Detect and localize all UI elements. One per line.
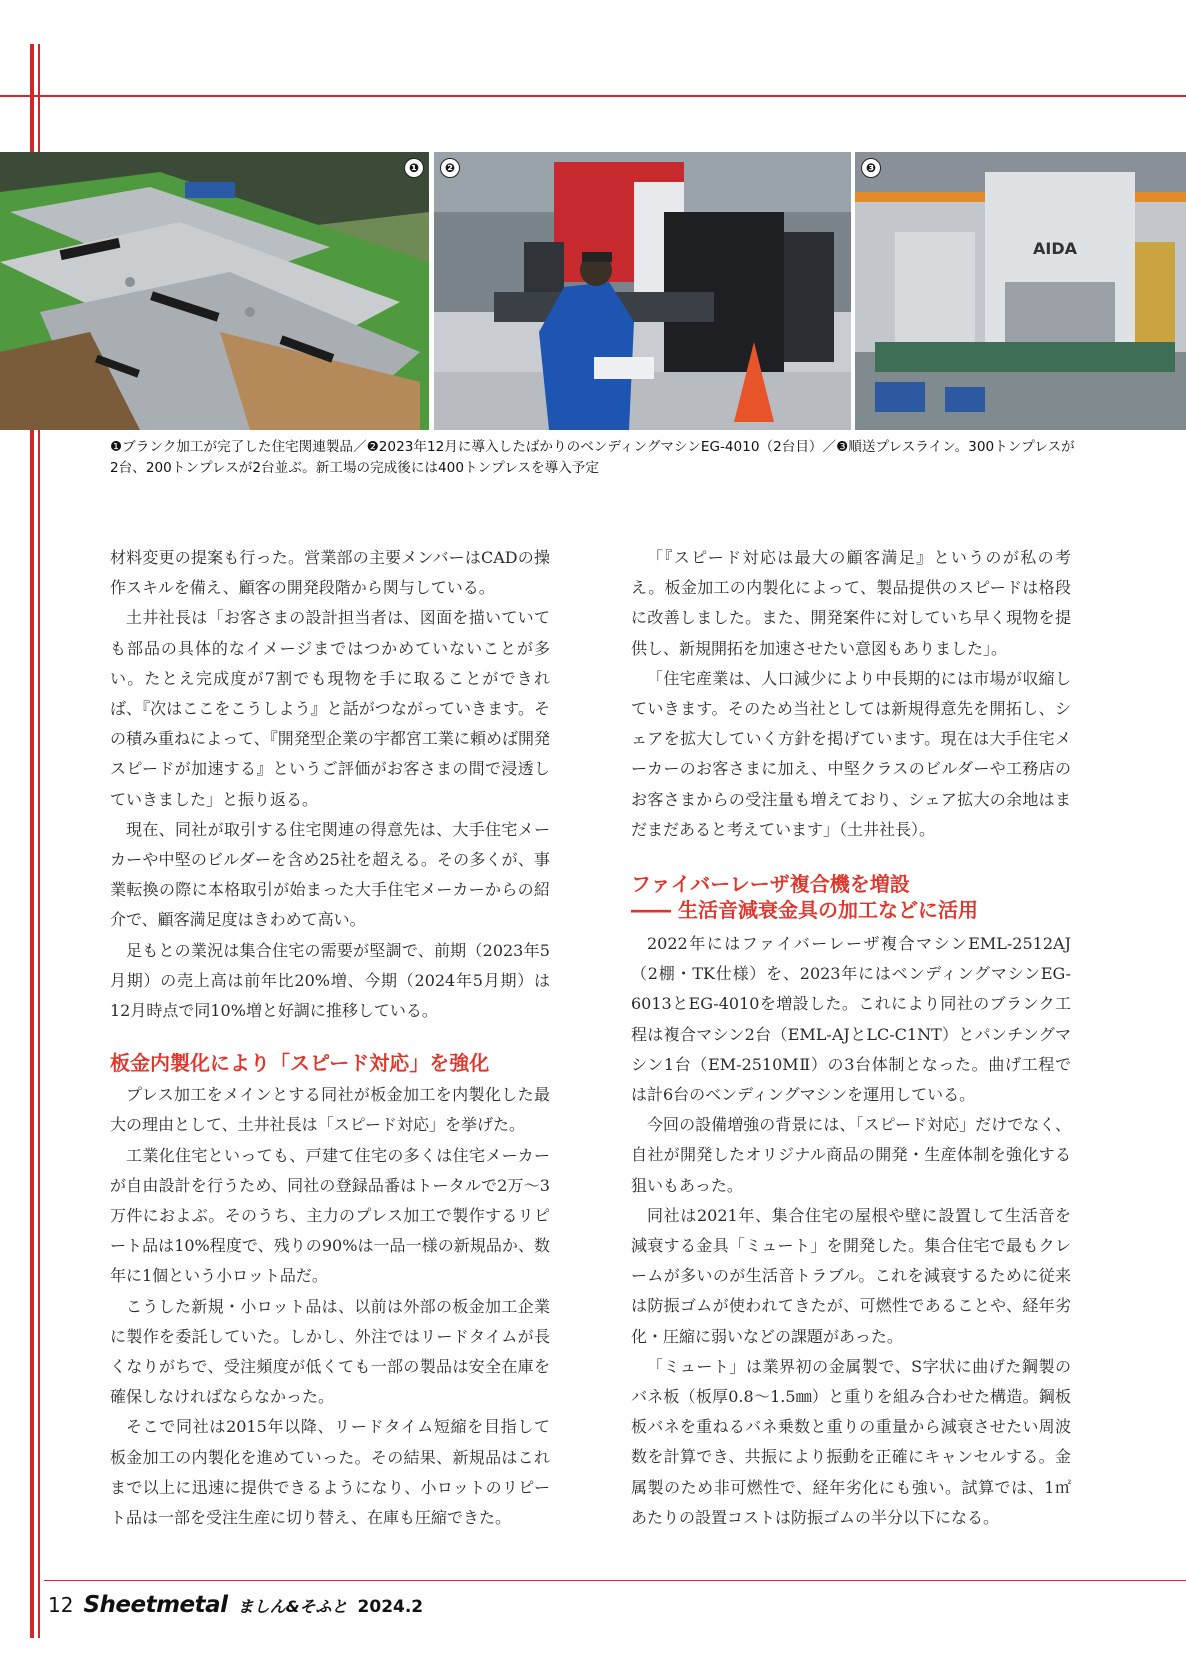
paragraph: 2022年にはファイバーレーザ複合マシンEML-2512AJ（2棚・TK仕様）を、2023年にはベンディングマシンEG-6013とEG-4010を増設した。これにより同社のブランク工程は複合マシン2台（EML-AJとLC-C1NT）とパンチングマシン1台（EM-2510MⅡ）の3台体制となった。曲げ工程では計6台のベンディングマシンを運用している。 <box>631 934 1071 1105</box>
press-brand-label: AIDA <box>1033 239 1077 258</box>
page-number: 12 <box>48 1593 74 1617</box>
footer-rule <box>44 1580 1186 1581</box>
photo-number-2: ❷ <box>440 158 460 178</box>
photo-bending-machine <box>434 152 851 430</box>
issue-date: 2024.2 <box>357 1597 424 1617</box>
magazine-logo: Sheetmetal <box>83 1592 228 1618</box>
section-heading-line1: ファイバーレーザ複合機を増設 <box>631 872 910 897</box>
article-column-left <box>110 543 550 1533</box>
photo-press-line <box>855 152 1186 430</box>
photo-number-3: ❸ <box>861 158 881 178</box>
paragraph: 「住宅産業は、人口減少により中長期的には市場が収縮していきます。そのため当社としては新規得意先を開拓し、シェアを拡大していく方針を掲げています。現在は大手住宅メーカーのお客さまに加え、中堅クラスのビルダーや工務店のお客さまからの受注量も増えており、シェア拡大の余地はまだまだあると考えています」（土井社長）。 <box>631 668 1071 839</box>
paragraph: プレス加工をメインとする同社が板金加工を内製化した最大の理由として、土井社長は「スピード対応」を挙げた。 <box>110 1085 550 1135</box>
paragraph: 今回の設備増強の背景には、「スピード対応」だけでなく、自社が開発したオリジナル商品の開発・生産体制を強化する狙いもあった。 <box>631 1115 1071 1195</box>
paragraph: 土井社長は「お客さまの設計担当者は、図面を描いていても部品の具体的なイメージまではつかめていないことが多い。たとえ完成度が7割でも現物を手に取ることができれば、『次はここをこうしよう』と話がつながっていきます。その積み重ねによって、『開発型企業の宇都宮工業に頼めば開発スピードが加速する』というご評価がお客さまの間で浸透していきました」と振り返る。 <box>110 608 550 809</box>
paragraph: 「『スピード対応は最大の顧客満足』というのが私の考え。板金加工の内製化によって、製品提供のスピードは格段に改善しました。また、開発案件に対していち早く現物を提供し、新規開拓を加速させたい意図もありました」。 <box>631 548 1071 658</box>
paragraph: こうした新規・小ロット品は、以前は外部の板金加工企業に製作を委託していた。しかし、外注ではリードタイムが長くなりがちで、受注頻度が低くても一部の製品は安全在庫を確保しなければならなかった。 <box>110 1296 550 1407</box>
magazine-subtitle: ましん&そふと <box>237 1597 348 1616</box>
page-footer <box>48 1592 423 1622</box>
photo-blank-parts <box>0 152 429 430</box>
paragraph: 「ミュート」は業界初の金属製で、S字状に曲げた鋼製のバネ板（板厚0.8〜1.5㎜）と重りを組み合わせた構造。鋼板板バネを重ねるバネ乗数と重りの重量から減衰させたい周波数を計算でき、共振により振動を正確にキャンセルする。金属製のため非可燃性で、経年劣化にも強い。試算では、1㎡あたりの設置コストは防振ゴムの半分以下になる。 <box>631 1356 1071 1527</box>
paragraph: 現在、同社が取引する住宅関連の得意先は、大手住宅メーカーや中堅のビルダーを含め25社を超える。その多くが、事業転換の際に本格取引が始まった大手住宅メーカーからの紹介で、顧客満足度はきわめて高い。 <box>110 819 550 930</box>
paragraph: 工業化住宅といっても、戸建て住宅の多くは住宅メーカーが自由設計を行うため、同社の登録品番はトータルで2万〜3万件におよぶ。そのうち、主力のプレス加工で製作するリピート品は10%程度で、残りの90%は一品一様の新規品か、数年に1個という小ロット品だ。 <box>110 1145 550 1286</box>
paragraph: 足もとの業況は集合住宅の需要が堅調で、前期（2023年5月期）の売上高は前年比20%増、今期（2024年5月期）は12月時点で同10%増と好調に推移している。 <box>110 940 550 1021</box>
section-heading <box>631 871 1071 923</box>
paragraph: そこで同社は2015年以降、リードタイム短縮を目指して板金加工の内製化を進めていった。その結果、新規品はこれまで以上に迅速に提供できるようになり、小ロットのリピート品は一部を受注生産に切り替え、在庫も圧縮できた。 <box>110 1417 550 1528</box>
paragraph: 同社は2021年、集合住宅の屋根や壁に設置して生活音を減衰する金具「ミュート」を開発した。集合住宅で最もクレームが多いのが生活音トラブル。これを減衰するために従来は防振ゴムが使われてきたが、可燃性であることや、経年劣化・圧縮に弱いなどの課題があった。 <box>631 1205 1071 1346</box>
section-heading: 板金内製化により「スピード対応」を強化 <box>110 1051 490 1076</box>
paragraph: 材料変更の提案も行った。営業部の主要メンバーはCADの操作スキルを備え、顧客の開発段階から関与している。 <box>110 548 550 598</box>
top-rule <box>0 95 1186 97</box>
photo-number-1: ❶ <box>404 158 424 178</box>
photo-caption: ❶ブランク加工が完了した住宅関連製品／❷2023年12月に導入したばかりのベンディングマシンEG-4010（2台目）／❸順送プレスライン。300トンプレスが2台、200トンプレスが2台並ぶ。新工場の完成後には400トンプレスを導入予定 <box>110 439 1075 476</box>
article-column-right <box>631 543 1071 1533</box>
section-heading-line2: ―― 生活音減衰金具の加工などに活用 <box>631 898 978 923</box>
